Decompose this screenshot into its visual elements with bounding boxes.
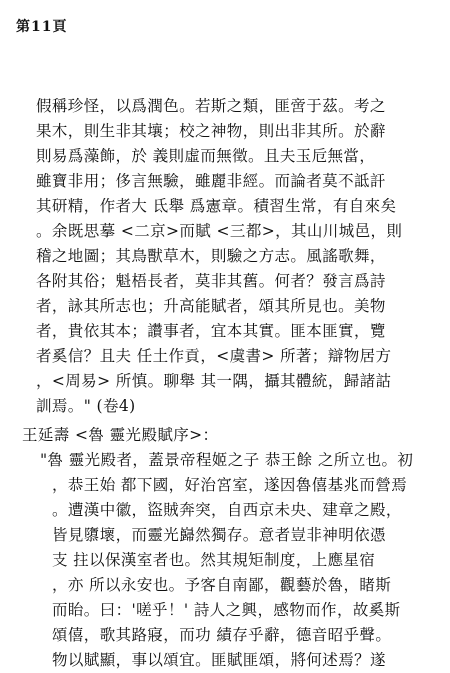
section-heading: 王延壽 <魯 靈光殿賦序>： [22, 426, 219, 444]
text-line: 則易爲藻飾，於 義則虛而無徵。且夫玉卮無當， [36, 147, 376, 165]
text-line: ，<周易> 所慎。聊舉 其一隅，攝其體統，歸諸詁 [36, 372, 392, 390]
text-line: ，亦 所以永安也。予客自南鄙，觀藝於魯，睹斯 [52, 576, 392, 594]
text-line: 者，詠其所志也；升高能賦者，頌其所見也。美物 [36, 297, 386, 315]
text-line: 其研精，作者大 氐舉 爲憲章。積習生常，有自來矣 [36, 197, 397, 215]
passage-wang-yanshou-preface [36, 448, 440, 673]
text-line: 皆見隳壞，而靈光巋然獨存。意者豈非神明依憑 [52, 526, 386, 544]
text-line: 而眙。曰：'嗟乎！' 詩人之興，感物而作，故奚斯 [52, 601, 401, 619]
text-line: "魯 靈光殿者，蓋景帝程姬之子 恭王餘 之所立也。初 [40, 451, 414, 469]
passage-zuo-si-preface [36, 94, 440, 419]
text-line: 果木，則生非其壤；校之神物，則出非其所。於辭 [36, 122, 386, 140]
text-line: 各附其俗；魁梧長者，莫非其舊。何者？發言爲詩 [36, 272, 386, 290]
text-line: 者奚信？且夫 任土作貢，<虞書> 所著；辯物居方 [36, 347, 392, 365]
text-line: 。遭漢中徽，盜賊奔突，自西京未央、建章之殿， [52, 501, 402, 519]
text-line: 假稱珍怪，以爲潤色。若斯之類，匪啻于茲。考之 [36, 97, 386, 115]
text-line: 雖寶非用；侈言無驗，雖麗非經。而論者莫不詆訐 [36, 172, 386, 190]
document-body [22, 94, 440, 673]
text-line: 頌僖，歌其路寢，而功 績存乎辭，德音昭乎聲。 [52, 626, 392, 644]
text-line: 者，貴依其本；讚事者，宜本其實。匪本匪實，覽 [36, 322, 386, 340]
text-line: 訓焉。" (卷4) [36, 397, 136, 415]
text-line: 。余既思摹 <二京>而賦 <三都>，其山川城邑，則 [36, 222, 403, 240]
text-line: 物以賦顯，事以頌宜。匪賦匪頌，將何述焉？遂 [52, 651, 386, 669]
page-number-label: 第11頁 [16, 19, 68, 35]
text-line: 稽之地圖；其鳥獸草木，則驗之方志。風謠歌舞， [36, 247, 386, 265]
text-line: 支 拄以保漢室者也。然其規矩制度，上應星宿 [52, 551, 376, 569]
text-line: ，恭王始 都下國，好治宮室，遂因魯僖基兆而營焉 [52, 476, 408, 494]
